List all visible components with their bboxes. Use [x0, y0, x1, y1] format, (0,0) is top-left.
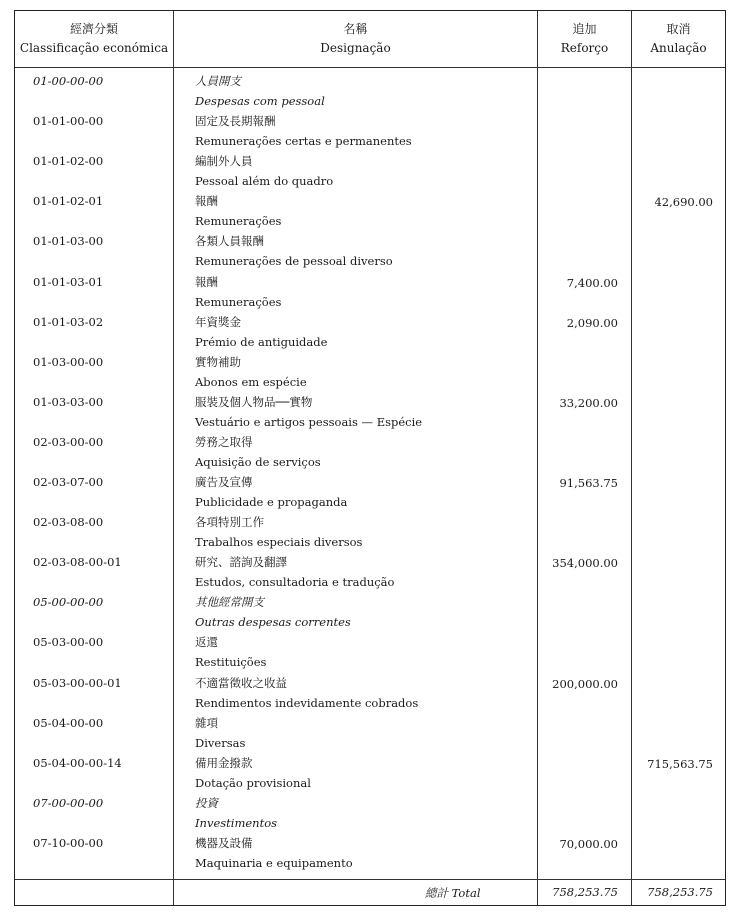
row-designation-zh: 年資獎金 — [195, 314, 241, 329]
row-designation-pt: Abonos em espécie — [195, 374, 307, 389]
row-reforco: 70,000.00 — [559, 836, 618, 851]
row-designation-zh: 備用金撥款 — [195, 755, 253, 770]
row-designation-zh: 實物補助 — [195, 354, 241, 369]
header-designation-pt: Designação — [320, 41, 391, 55]
row-designation-zh: 勞務之取得 — [195, 434, 253, 449]
header-classification-pt: Classificação económica — [19, 41, 169, 55]
row-code: 05-04-00-00-14 — [33, 755, 122, 770]
row-code: 01-01-03-02 — [33, 314, 104, 329]
row-anulacao: 42,690.00 — [654, 195, 713, 210]
row-code: 07-00-00-00 — [33, 795, 104, 810]
header-designation — [174, 11, 537, 67]
row-designation-zh: 廣告及宣傳 — [195, 475, 253, 489]
header-classification — [15, 11, 173, 67]
row-code: 02-03-07-00 — [33, 475, 104, 489]
row-reforco: 91,563.75 — [559, 476, 618, 490]
column-divider — [173, 11, 174, 905]
row-code: 02-03-08-00 — [33, 515, 104, 530]
row-designation-zh: 其他經常開支 — [195, 595, 264, 610]
row-designation-zh: 各項特別工作 — [195, 515, 264, 530]
row-designation-pt: Aquisição de serviços — [195, 454, 321, 469]
row-code: 07-10-00-00 — [33, 835, 104, 850]
total-label: 總計 Total — [425, 886, 481, 900]
column-divider — [631, 11, 632, 905]
row-designation-pt: Estudos, consultadoria e tradução — [195, 575, 395, 590]
header-reforco-zh: 追加 — [572, 22, 597, 36]
row-code: 05-03-00-00-01 — [33, 675, 122, 690]
row-code: 01-01-02-01 — [33, 194, 104, 209]
row-designation-zh: 報酬 — [195, 274, 218, 289]
row-designation-pt: Outras despesas correntes — [195, 615, 351, 630]
row-designation-pt: Remunerações de pessoal diverso — [195, 254, 393, 269]
row-designation-zh: 編制外人員 — [195, 154, 253, 169]
budget-table — [14, 10, 726, 906]
row-code: 01-01-00-00 — [33, 114, 104, 129]
header-reforco — [538, 11, 631, 67]
row-designation-pt: Vestuário e artigos pessoais — Espécie — [195, 414, 423, 429]
row-anulacao: 715,563.75 — [647, 756, 713, 771]
row-designation-pt: Remunerações — [195, 294, 282, 309]
row-designation-zh: 雜項 — [195, 715, 218, 730]
row-designation-pt: Despesas com pessoal — [195, 94, 325, 108]
row-code: 02-03-00-00 — [33, 434, 104, 449]
row-code: 02-03-08-00-01 — [33, 555, 122, 570]
row-reforco: 2,090.00 — [566, 315, 618, 330]
row-designation-pt: Rendimentos indevidamente cobrados — [195, 695, 419, 710]
row-code: 01-03-00-00 — [33, 354, 104, 369]
row-designation-pt: Investimentos — [195, 815, 278, 830]
row-reforco: 200,000.00 — [552, 676, 618, 691]
row-designation-zh: 服裝及個人物品──實物 — [195, 394, 313, 409]
row-designation-pt: Maquinaria e equipamento — [195, 855, 353, 870]
row-code: 05-00-00-00 — [33, 595, 104, 610]
row-designation-pt: Restituições — [195, 655, 267, 670]
column-divider — [537, 11, 538, 905]
row-designation-pt: Prémio de antiguidade — [195, 334, 328, 349]
header-anulacao-zh: 取消 — [666, 22, 691, 36]
row-code: 01-01-03-01 — [33, 274, 104, 289]
row-designation-zh: 機器及設備 — [195, 835, 253, 850]
row-code: 05-03-00-00 — [33, 635, 104, 650]
row-code: 01-00-00-00 — [33, 74, 104, 88]
row-code: 01-03-03-00 — [33, 394, 104, 409]
header-anulacao — [632, 11, 725, 67]
row-designation-pt: Remunerações — [195, 214, 282, 229]
row-code: 05-04-00-00 — [33, 715, 104, 730]
row-code: 01-01-02-00 — [33, 154, 104, 169]
row-designation-zh: 各類人員報酬 — [195, 234, 264, 249]
header-reforco-pt: Reforço — [560, 41, 609, 55]
row-reforco: 7,400.00 — [566, 275, 618, 290]
total-divider — [15, 879, 725, 880]
row-designation-zh: 固定及長期報酬 — [195, 114, 276, 129]
header-divider — [15, 67, 725, 68]
row-designation-pt: Publicidade e propaganda — [195, 495, 348, 509]
row-reforco: 354,000.00 — [552, 556, 618, 571]
row-designation-zh: 報酬 — [195, 194, 218, 209]
row-designation-zh: 不適當徵收之收益 — [195, 675, 287, 690]
header-designation-zh: 名稱 — [343, 22, 368, 36]
row-designation-pt: Diversas — [195, 735, 246, 750]
row-designation-pt: Dotação provisional — [195, 775, 311, 790]
row-code: 01-01-03-00 — [33, 234, 104, 249]
row-designation-zh: 投資 — [195, 795, 218, 810]
total-reforco: 758,253.75 — [552, 885, 618, 899]
row-designation-pt: Remunerações certas e permanentes — [195, 134, 412, 149]
row-designation-pt: Pessoal além do quadro — [195, 174, 334, 189]
row-designation-zh: 研究、諮詢及翻譯 — [195, 555, 287, 570]
row-reforco: 33,200.00 — [559, 395, 618, 410]
row-designation-zh: 返還 — [195, 635, 218, 650]
row-designation-zh: 人員開支 — [195, 74, 241, 88]
total-anulacao: 758,253.75 — [647, 885, 713, 899]
header-classification-zh: 經濟分類 — [69, 22, 118, 36]
row-designation-pt: Trabalhos especiais diversos — [195, 535, 363, 550]
header-anulacao-pt: Anulação — [650, 41, 707, 55]
